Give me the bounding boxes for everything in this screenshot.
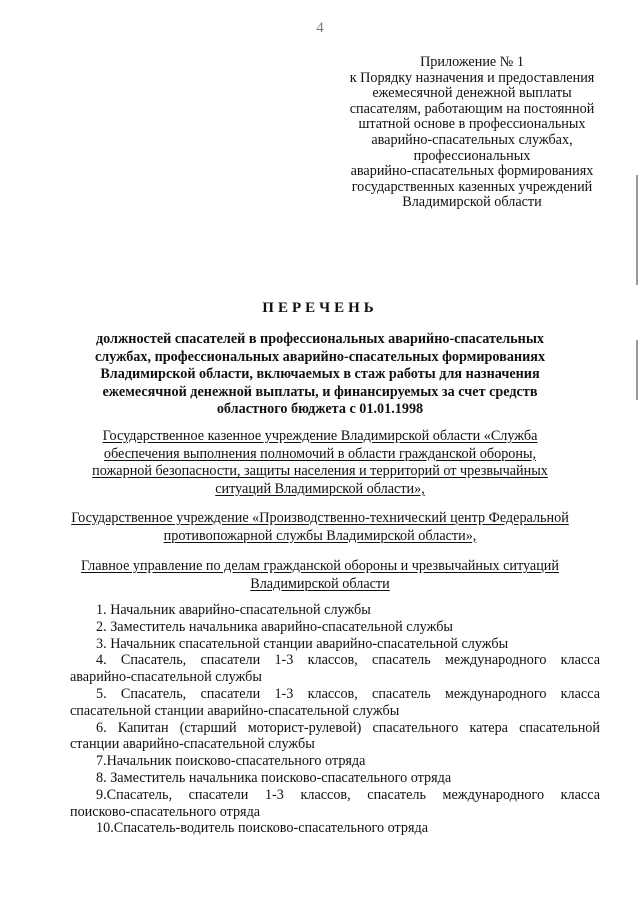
organization-line [40,510,600,528]
list-item-text: 3. Начальник спасательной станции аварийно-спасательной службы [96,635,509,652]
organization-text: противопожарной службы Владимирской области», [163,527,477,544]
organization-block [40,428,600,498]
appendix-line: штатной основе в профессиональных [358,116,586,133]
list-item-text: 10.Спасатель-водитель поисково-спасательного отряда [96,820,429,837]
organization-text: Владимирской области [250,575,390,592]
organization-block [40,558,600,593]
appendix-line: к Порядку назначения и предоставления [349,69,595,86]
organization-text: обеспечения выполнения полномочий в области гражданской обороны, [103,445,537,462]
organization-line [40,481,600,499]
list-item-text: 2. Заместитель начальника аварийно-спасательной службы [96,618,453,635]
organization-line [40,528,600,546]
list-item [70,619,600,636]
organization-line [40,576,600,594]
document-title: ПЕРЕЧЕНЬ [262,300,378,316]
list-item-continuation: спасательной станции аварийно-спасательной службы [70,702,400,719]
appendix-line: государственных казенных учреждений [351,178,593,195]
list-item-text: 8. Заместитель начальника поисково-спасательного отряда [96,769,452,786]
scan-edge-mark [636,175,638,285]
organization-line [40,428,600,446]
positions-list [70,602,600,837]
document-subtitle [60,331,580,419]
organization-block [40,510,600,545]
organization-text: Главное управление по делам гражданской обороны и чрезвычайных ситуаций [81,558,559,574]
list-item-text: 4. Спасатель, спасатели 1-3 классов, спасатель международного класса [96,652,600,669]
list-item [70,602,600,619]
list-item-text: 9.Спасатель, спасатели 1-3 классов, спасатель международного класса [96,786,600,803]
organization-text: Государственное учреждение «Производственно-технический центр Федеральной [71,510,569,526]
list-item [70,753,600,770]
list-item-continuation: аварийно-спасательной службы [70,669,262,686]
organization-line [40,558,600,576]
appendix-header [332,55,612,211]
organization-text: Государственное казенное учреждение Владимирской области «Служба [102,428,538,444]
appendix-line: аварийно-спасательных формированиях [350,163,594,180]
page-number: 4 [316,20,324,36]
list-item-text: 1. Начальник аварийно-спасательной службы [96,602,371,618]
list-item [70,686,600,720]
list-item [70,720,600,754]
appendix-line: профессиональных [413,147,531,164]
list-item-text: 5. Спасатель, спасатели 1-3 классов, спасатель международного класса [96,685,600,702]
list-item-text: 6. Капитан (старший моторист-рулевой) спасательного катера спасательной [96,719,600,736]
list-item [70,787,600,821]
organization-line [40,446,600,464]
list-item-continuation: станции аварийно-спасательной службы [70,736,315,753]
appendix-line: ежемесячной денежной выплаты [372,85,572,102]
list-item [70,652,600,686]
subtitle-line: службах, профессиональных аварийно-спасательных формированиях [94,348,546,365]
subtitle-line: ежемесячной денежной выплаты, и финансируемых за счет средств [102,383,538,400]
organization-text: пожарной безопасности, защиты населения и территорий от чрезвычайных [92,463,548,479]
subtitle-line: должностей спасателей в профессиональных аварийно-спасательных [95,331,545,347]
appendix-line: спасателям, работающим на постоянной [349,100,595,117]
organization-line [40,463,600,481]
appendix-line: Приложение № 1 [420,54,524,70]
list-item [70,770,600,787]
list-item [70,636,600,653]
appendix-line: Владимирской области [402,194,542,211]
subtitle-line: Владимирской области, включаемых в стаж работы для назначения [100,366,540,382]
appendix-line: аварийно-спасательных службах, [371,131,573,148]
subtitle-line: областного бюджета с 01.01.1998 [216,401,424,417]
list-item-text: 7.Начальник поисково-спасательного отряда [96,753,366,770]
list-item-continuation: поисково-спасательного отряда [70,803,261,820]
scan-edge-mark [636,340,638,400]
list-item [70,820,600,837]
organization-text: ситуаций Владимирской области», [215,480,425,497]
